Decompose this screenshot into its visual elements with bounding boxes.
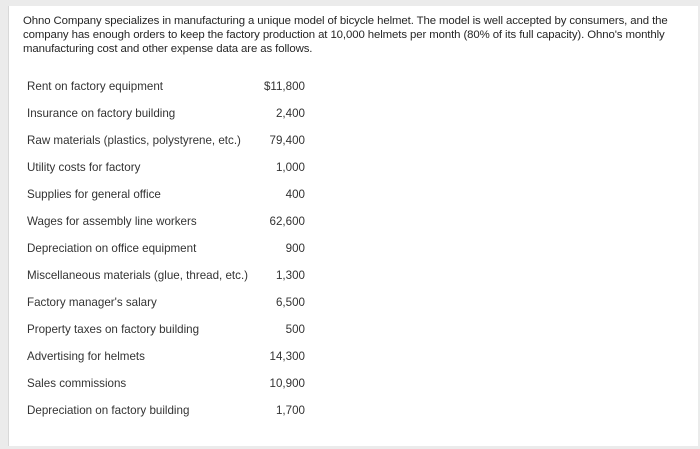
expense-label: Property taxes on factory building: [27, 323, 200, 336]
expense-amount: 62,600: [269, 215, 305, 228]
expense-row: [9, 239, 698, 259]
expense-amount: 900: [285, 242, 305, 255]
expense-row: [9, 266, 698, 286]
expense-label: Utility costs for factory: [27, 161, 141, 174]
expense-amount: 6,500: [275, 296, 305, 309]
expense-label: Rent on factory equipment: [27, 80, 163, 93]
expense-amount: 2,400: [275, 107, 305, 120]
expense-amount: 1,700: [275, 404, 305, 417]
expense-row: [9, 401, 698, 421]
expense-label: Sales commissions: [27, 377, 127, 390]
expense-label: Insurance on factory building: [27, 107, 176, 120]
expense-label: Depreciation on factory building: [27, 404, 190, 417]
expense-amount: 79,400: [269, 134, 305, 147]
expense-row: [9, 347, 698, 367]
expense-row: [9, 158, 698, 178]
expense-label: Advertising for helmets: [27, 350, 145, 363]
expense-label: Wages for assembly line workers: [27, 215, 197, 228]
expense-row: [9, 212, 698, 232]
expense-row: [9, 320, 698, 340]
problem-panel: [8, 6, 698, 446]
expense-amount: 1,000: [275, 161, 305, 174]
expense-row: [9, 293, 698, 313]
expense-amount: 10,900: [269, 377, 305, 390]
expense-row: [9, 374, 698, 394]
expense-amount: 500: [285, 323, 305, 336]
expense-row: [9, 131, 698, 151]
expense-amount: 14,300: [269, 350, 305, 363]
expense-row: [9, 104, 698, 124]
expense-amount: 400: [285, 188, 305, 201]
expense-label: Miscellaneous materials (glue, thread, etc.): [27, 269, 249, 282]
expense-label: Factory manager's salary: [27, 296, 157, 309]
expense-amount: $11,800: [263, 80, 305, 93]
expense-row: [9, 185, 698, 205]
problem-intro-text: Ohno Company specializes in manufacturing a unique model of bicycle helmet. The model is well accepted by consumers, and the company has enough orders to keep the factory production at 10,000 helmets per month (80% of its full capacity). Ohno's monthly manufacturing cost and other expense data are as follows.: [23, 15, 668, 55]
expense-label: Raw materials (plastics, polystyrene, etc.): [27, 134, 241, 147]
expense-label: Depreciation on office equipment: [27, 242, 197, 255]
expense-amount: 1,300: [275, 269, 305, 282]
expense-label: Supplies for general office: [27, 188, 161, 201]
expense-row: [9, 77, 698, 97]
